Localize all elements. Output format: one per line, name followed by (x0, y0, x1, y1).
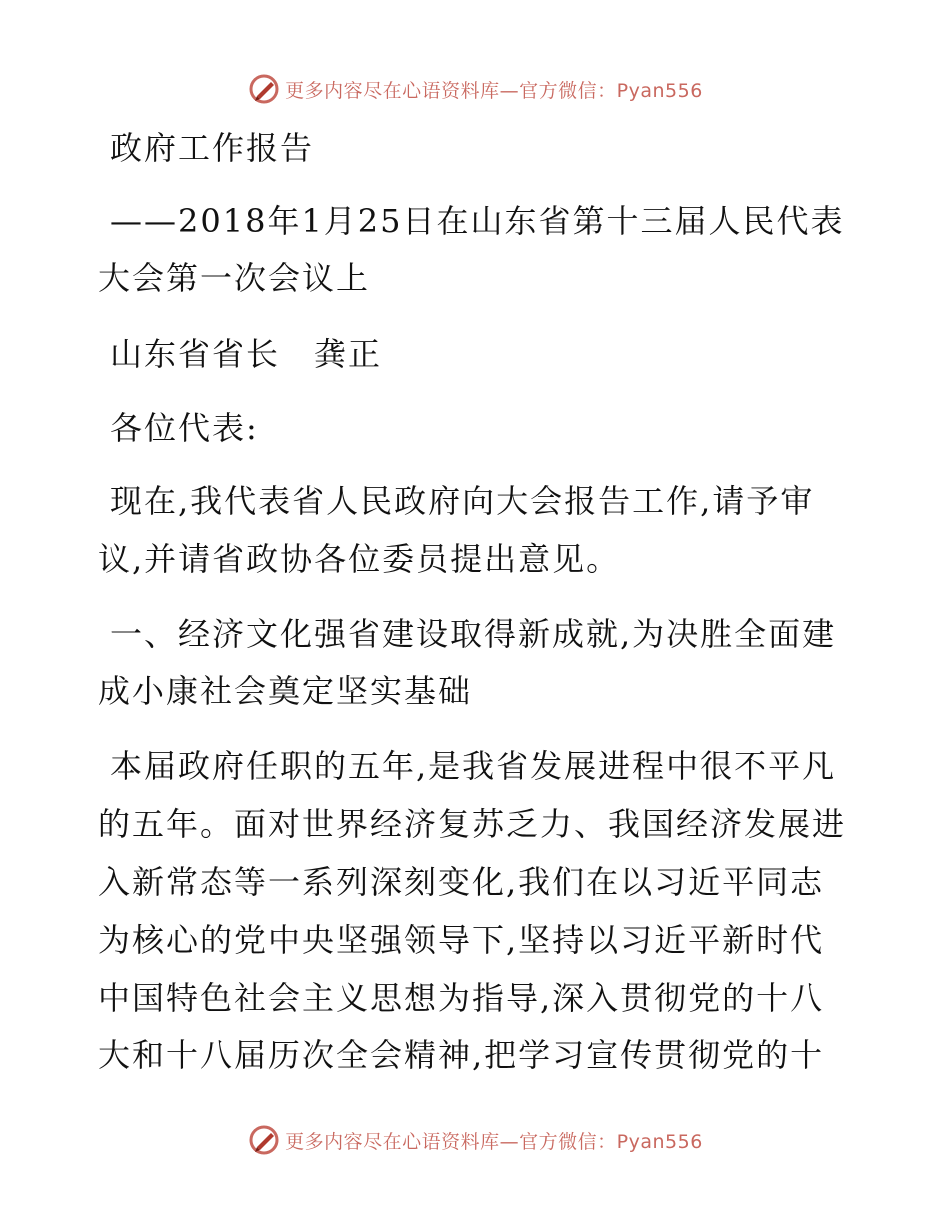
intro-line-2: 议,并请省政协各位委员提出意见。 (98, 540, 621, 578)
pen-logo-icon (247, 1123, 281, 1157)
section-1-heading-line-2: 成小康社会奠定坚实基础 (98, 672, 473, 710)
document-subtitle-line-2: 大会第一次会议上 (98, 259, 371, 297)
document-author: 山东省省长 龚正 (110, 335, 383, 373)
paragraph-1-line-2: 的五年。面对世界经济复苏乏力、我国经济发展进 (98, 805, 847, 843)
salutation: 各位代表: (110, 409, 259, 447)
document-title: 政府工作报告 (110, 129, 315, 167)
paragraph-1-line-5: 中国特色社会主义思想为指导,深入贯彻党的十八 (98, 979, 825, 1017)
paragraph-1-line-1: 本届政府任职的五年,是我省发展进程中很不平凡 (110, 747, 837, 785)
paragraph-1-line-4: 为核心的党中央坚强领导下,坚持以习近平新时代 (98, 921, 825, 959)
watermark-text: 更多内容尽在心语资料库—官方微信：Pyan556 (285, 79, 703, 102)
watermark-footer (0, 1120, 950, 1160)
section-1-heading-line-1: 一、经济文化强省建设取得新成就,为决胜全面建 (110, 615, 837, 653)
intro-line-1: 现在,我代表省人民政府向大会报告工作,请予审 (110, 482, 815, 520)
paragraph-1-line-6: 大和十八届历次全会精神,把学习宣传贯彻党的十 (98, 1036, 825, 1074)
paragraph-1-line-3: 入新常态等一系列深刻变化,我们在以习近平同志 (98, 863, 825, 901)
document-subtitle-line-1: ——2018年1月25日在山东省第十三届人民代表 (110, 202, 845, 240)
watermark-text: 更多内容尽在心语资料库—官方微信：Pyan556 (285, 1130, 703, 1153)
